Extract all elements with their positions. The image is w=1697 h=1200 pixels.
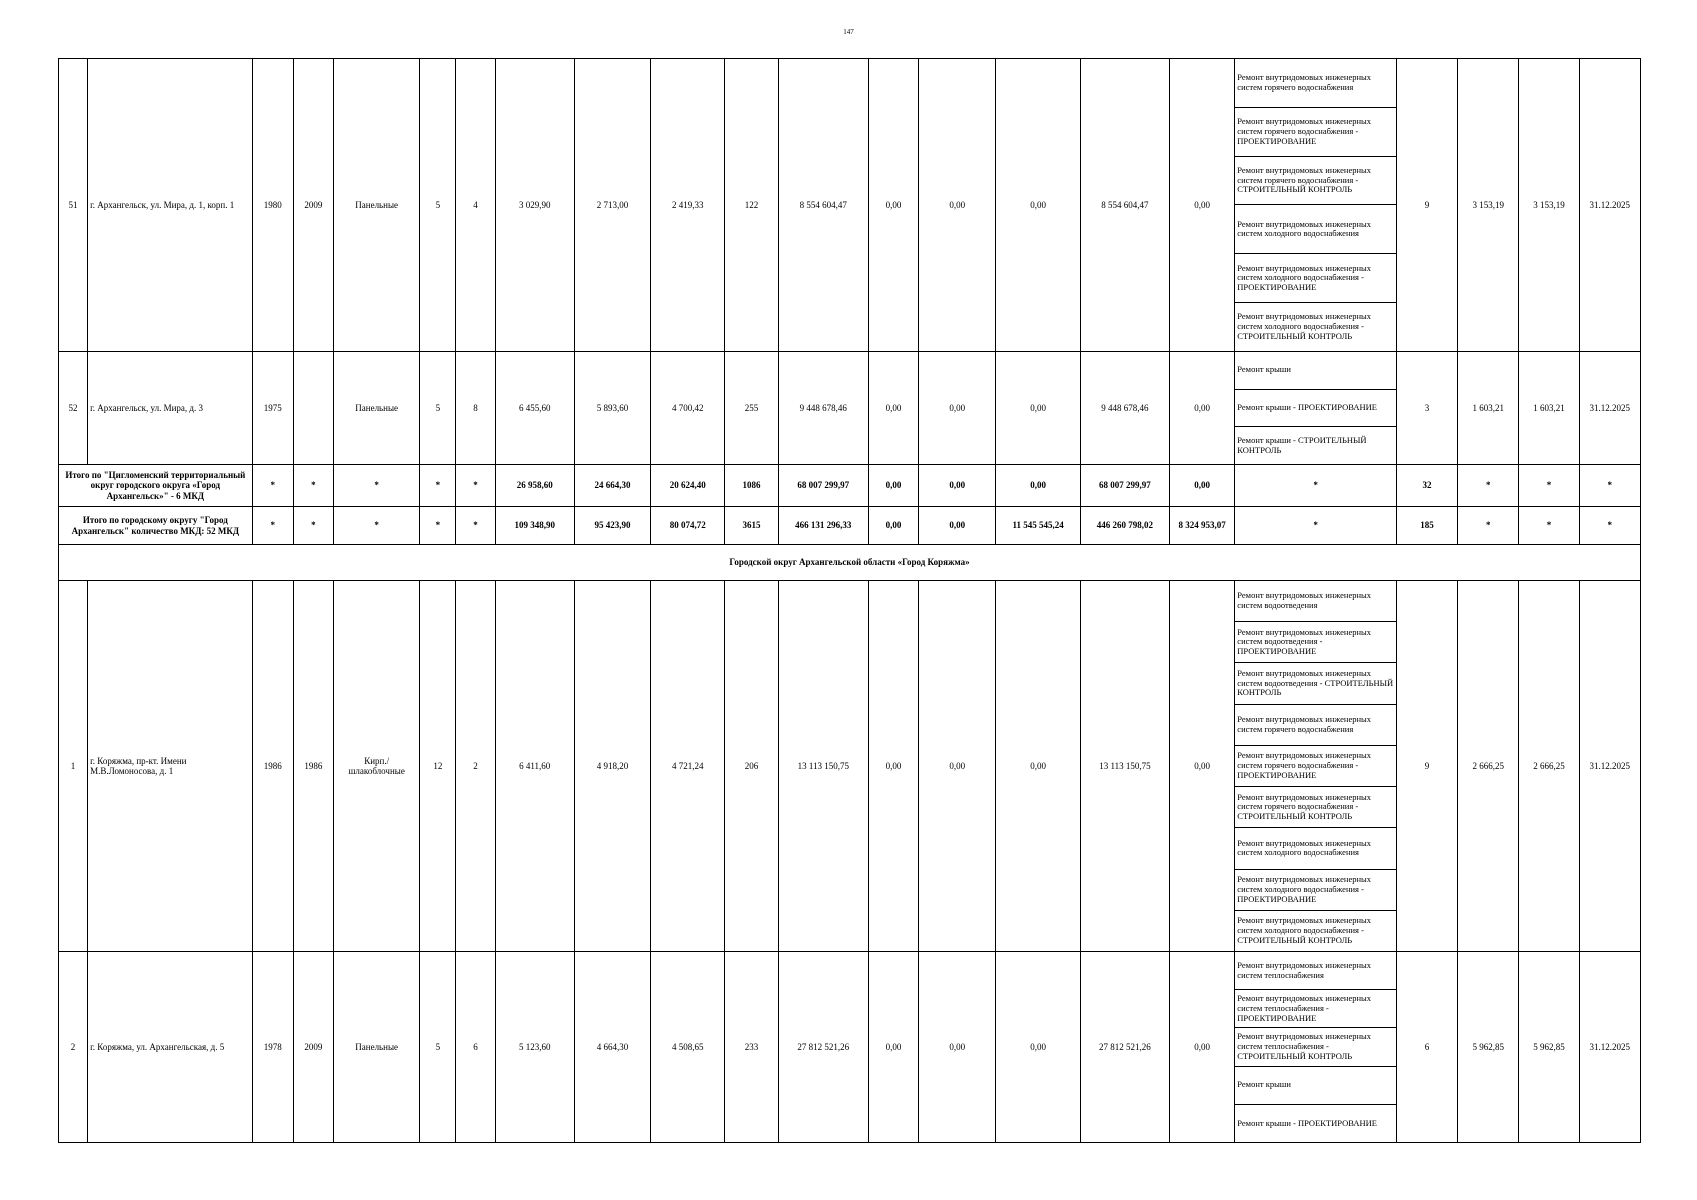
star-cell: *: [456, 507, 495, 545]
star-cell: *: [420, 507, 456, 545]
cell-address: г. Архангельск, ул. Мира, д. 1, корп. 1: [88, 59, 253, 352]
cell-f1: 0,00: [868, 59, 918, 352]
cell-cost: 13 113 150,75: [778, 581, 868, 952]
cell-a1: 3 029,90: [495, 59, 574, 352]
cell-residents: 1086: [725, 465, 778, 507]
cell-year-built: 1986: [252, 581, 293, 952]
cell-residents: 3615: [725, 507, 778, 545]
cell-a1: 6 455,60: [495, 352, 574, 465]
cell-f5: 0,00: [1170, 352, 1235, 465]
cell-entrances: 4: [456, 59, 495, 352]
cell-date: 31.12.2025: [1579, 59, 1640, 352]
cell-a1: 26 958,60: [495, 465, 574, 507]
total-label: Итого по "Цигломенский территориальный округ городского округа «Город Архангельск»" - 6 МКД: [59, 465, 253, 507]
cell-f3: 0,00: [996, 952, 1080, 1143]
cell-year-overhaul: 2009: [293, 952, 333, 1143]
work-item: Ремонт внутридомовых инженерных систем холодного водоснабжения - ПРОЕКТИРОВАНИЕ: [1235, 870, 1396, 911]
cell-f4: 27 812 521,26: [1080, 952, 1169, 1143]
cell-f3: 11 545 545,24: [996, 507, 1080, 545]
work-item: Ремонт внутридомовых инженерных систем горячего водоснабжения - ПРОЕКТИРОВАНИЕ: [1235, 108, 1396, 157]
cell-year-built: 1975: [252, 352, 293, 465]
cell-f2: 0,00: [919, 465, 996, 507]
work-item: Ремонт внутридомовых инженерных систем холодного водоснабжения - СТРОИТЕЛЬНЫЙ КОНТРОЛЬ: [1237, 311, 1371, 341]
cell-floors: 5: [420, 952, 456, 1143]
cell-year-built: 1980: [252, 59, 293, 352]
section-title: Городской округ Архангельской области «Город Коряжма»: [59, 545, 1641, 581]
work-item: Ремонт внутридомовых инженерных систем теплоснабжения - СТРОИТЕЛЬНЫЙ КОНТРОЛЬ: [1235, 1028, 1396, 1066]
cell-f1: 0,00: [868, 581, 918, 952]
star-cell: *: [1519, 465, 1579, 507]
cell-wcount: 32: [1396, 465, 1457, 507]
cell-f5: 8 324 953,07: [1170, 507, 1235, 545]
page-number: 147: [843, 28, 854, 36]
cell-a3: 4 700,42: [651, 352, 725, 465]
work-item: Ремонт внутридомовых инженерных систем горячего водоснабжения: [1235, 705, 1396, 746]
cell-a3: 4 508,65: [651, 952, 725, 1143]
work-item: Ремонт внутридомовых инженерных систем водоотведения - СТРОИТЕЛЬНЫЙ КОНТРОЛЬ: [1235, 663, 1396, 704]
cell-floors: 5: [420, 59, 456, 352]
cell-no: 51: [59, 59, 88, 352]
star-cell: *: [420, 465, 456, 507]
cell-year-built: 1978: [252, 952, 293, 1143]
table-row: [59, 59, 1641, 352]
star-cell: *: [1519, 507, 1579, 545]
cell-f4: 446 260 798,02: [1080, 507, 1169, 545]
star-cell: *: [293, 507, 333, 545]
work-item: Ремонт крыши - СТРОИТЕЛЬНЫЙ КОНТРОЛЬ: [1237, 434, 1367, 455]
cell-a1: 6 411,60: [495, 581, 574, 952]
cell-a2: 5 893,60: [574, 352, 650, 465]
cell-f1: 0,00: [868, 507, 918, 545]
cell-u2: 2 666,25: [1519, 581, 1579, 952]
cell-a2: 2 713,00: [574, 59, 650, 352]
cell-cost: 27 812 521,26: [778, 952, 868, 1143]
cell-u1: 1 603,21: [1458, 352, 1519, 465]
work-item: Ремонт внутридомовых инженерных систем теплоснабжения - ПРОЕКТИРОВАНИЕ: [1235, 990, 1396, 1028]
cell-a3: 4 721,24: [651, 581, 725, 952]
cell-f2: 0,00: [919, 59, 996, 352]
cell-f5: 0,00: [1170, 465, 1235, 507]
work-item: Ремонт внутридомовых инженерных систем холодного водоснабжения - ПРОЕКТИРОВАНИЕ: [1235, 254, 1396, 303]
cell-f2: 0,00: [919, 581, 996, 952]
register-table: [58, 58, 1641, 1143]
star-cell: *: [252, 507, 293, 545]
cell-cost: 466 131 296,33: [778, 507, 868, 545]
cell-date: 31.12.2025: [1579, 581, 1640, 952]
cell-f4: 8 554 604,47: [1080, 59, 1169, 352]
cell-f4: 13 113 150,75: [1080, 581, 1169, 952]
cell-wcount: 9: [1396, 59, 1457, 352]
cell-u1: 2 666,25: [1458, 581, 1519, 952]
cell-a2: 4 664,30: [574, 952, 650, 1143]
cell-entrances: 2: [456, 581, 495, 952]
cell-address: г. Коряжма, ул. Архангельская, д. 5: [88, 952, 253, 1143]
section-row: [59, 545, 1641, 581]
cell-f2: 0,00: [919, 352, 996, 465]
table-row: [59, 581, 1641, 952]
cell-a3: 2 419,33: [651, 59, 725, 352]
work-item: Ремонт внутридомовых инженерных систем водоотведения: [1235, 581, 1396, 622]
works-cell: [1235, 952, 1397, 1143]
cell-f1: 0,00: [868, 352, 918, 465]
cell-entrances: 6: [456, 952, 495, 1143]
work-item: Ремонт внутридомовых инженерных систем водоотведения - ПРОЕКТИРОВАНИЕ: [1235, 622, 1396, 663]
work-item: Ремонт внутридомовых инженерных систем холодного водоснабжения: [1235, 205, 1396, 254]
work-item: Ремонт внутридомовых инженерных систем холодного водоснабжения: [1235, 828, 1396, 869]
work-item: Ремонт внутридомовых инженерных систем горячего водоснабжения - СТРОИТЕЛЬНЫЙ КОНТРОЛЬ: [1235, 787, 1396, 828]
star-cell: *: [1235, 507, 1397, 545]
star-cell: *: [293, 465, 333, 507]
star-cell: *: [334, 465, 420, 507]
cell-a2: 24 664,30: [574, 465, 650, 507]
cell-f5: 0,00: [1170, 581, 1235, 952]
cell-u2: 3 153,19: [1519, 59, 1579, 352]
cell-u2: 5 962,85: [1519, 952, 1579, 1143]
total-row: [59, 507, 1641, 545]
cell-cost: 8 554 604,47: [778, 59, 868, 352]
cell-f5: 0,00: [1170, 952, 1235, 1143]
cell-no: 1: [59, 581, 88, 952]
work-item: Ремонт крыши - ПРОЕКТИРОВАНИЕ: [1235, 390, 1396, 428]
cell-a3: 20 624,40: [651, 465, 725, 507]
cell-floors: 12: [420, 581, 456, 952]
cell-wcount: 6: [1396, 952, 1457, 1143]
cell-f5: 0,00: [1170, 59, 1235, 352]
cell-a2: 95 423,90: [574, 507, 650, 545]
cell-a1: 5 123,60: [495, 952, 574, 1143]
cell-date: 31.12.2025: [1579, 952, 1640, 1143]
cell-wcount: 9: [1396, 581, 1457, 952]
cell-year-overhaul: [293, 352, 333, 465]
cell-cost: 68 007 299,97: [778, 465, 868, 507]
works-cell: [1235, 581, 1397, 952]
table-row: [59, 352, 1641, 465]
cell-residents: 255: [725, 352, 778, 465]
cell-floors: 5: [420, 352, 456, 465]
work-item: Ремонт внутридомовых инженерных систем холодного водоснабжения - СТРОИТЕЛЬНЫЙ КОНТРОЛЬ: [1237, 915, 1371, 945]
cell-u1: 3 153,19: [1458, 59, 1519, 352]
cell-year-overhaul: 2009: [293, 59, 333, 352]
star-cell: *: [334, 507, 420, 545]
cell-address: г. Архангельск, ул. Мира, д. 3: [88, 352, 253, 465]
star-cell: *: [1579, 465, 1640, 507]
cell-address: г. Коряжма, пр-кт. Имени М.В.Ломоносова, д. 1: [88, 581, 253, 952]
work-item: Ремонт внутридомовых инженерных систем теплоснабжения: [1235, 952, 1396, 990]
cell-f1: 0,00: [868, 465, 918, 507]
work-item: Ремонт внутридомовых инженерных систем горячего водоснабжения - СТРОИТЕЛЬНЫЙ КОНТРОЛЬ: [1235, 157, 1396, 206]
cell-wall: Панельные: [334, 352, 420, 465]
cell-f4: 68 007 299,97: [1080, 465, 1169, 507]
cell-wall: Панельные: [334, 952, 420, 1143]
works-cell: [1235, 59, 1397, 352]
cell-a2: 4 918,20: [574, 581, 650, 952]
work-item: Ремонт внутридомовых инженерных систем горячего водоснабжения - ПРОЕКТИРОВАНИЕ: [1235, 746, 1396, 787]
cell-f3: 0,00: [996, 59, 1080, 352]
cell-u1: 5 962,85: [1458, 952, 1519, 1143]
cell-residents: 233: [725, 952, 778, 1143]
work-item: Ремонт крыши: [1235, 352, 1396, 390]
work-item: Ремонт крыши: [1235, 1067, 1396, 1105]
cell-f4: 9 448 678,46: [1080, 352, 1169, 465]
cell-f1: 0,00: [868, 952, 918, 1143]
total-label: Итого по городскому округу "Город Архангельск" количество МКД: 52 МКД: [59, 507, 253, 545]
works-cell: [1235, 352, 1397, 465]
cell-no: 2: [59, 952, 88, 1143]
total-row: [59, 465, 1641, 507]
cell-a1: 109 348,90: [495, 507, 574, 545]
cell-f3: 0,00: [996, 352, 1080, 465]
cell-wall: Панельные: [334, 59, 420, 352]
work-item: Ремонт крыши - ПРОЕКТИРОВАНИЕ: [1237, 1117, 1377, 1128]
table-row: [59, 952, 1641, 1143]
cell-wcount: 185: [1396, 507, 1457, 545]
cell-f3: 0,00: [996, 581, 1080, 952]
star-cell: *: [456, 465, 495, 507]
cell-f3: 0,00: [996, 465, 1080, 507]
cell-wcount: 3: [1396, 352, 1457, 465]
cell-date: 31.12.2025: [1579, 352, 1640, 465]
cell-no: 52: [59, 352, 88, 465]
cell-residents: 122: [725, 59, 778, 352]
cell-residents: 206: [725, 581, 778, 952]
cell-f2: 0,00: [919, 507, 996, 545]
star-cell: *: [252, 465, 293, 507]
star-cell: *: [1458, 465, 1519, 507]
cell-a3: 80 074,72: [651, 507, 725, 545]
cell-year-overhaul: 1986: [293, 581, 333, 952]
star-cell: *: [1235, 465, 1397, 507]
cell-cost: 9 448 678,46: [778, 352, 868, 465]
cell-wall: Кирп./ шлакоблочные: [334, 581, 420, 952]
star-cell: *: [1458, 507, 1519, 545]
work-item: Ремонт внутридомовых инженерных систем горячего водоснабжения: [1235, 59, 1396, 108]
cell-u2: 1 603,21: [1519, 352, 1579, 465]
cell-entrances: 8: [456, 352, 495, 465]
star-cell: *: [1579, 507, 1640, 545]
cell-f2: 0,00: [919, 952, 996, 1143]
